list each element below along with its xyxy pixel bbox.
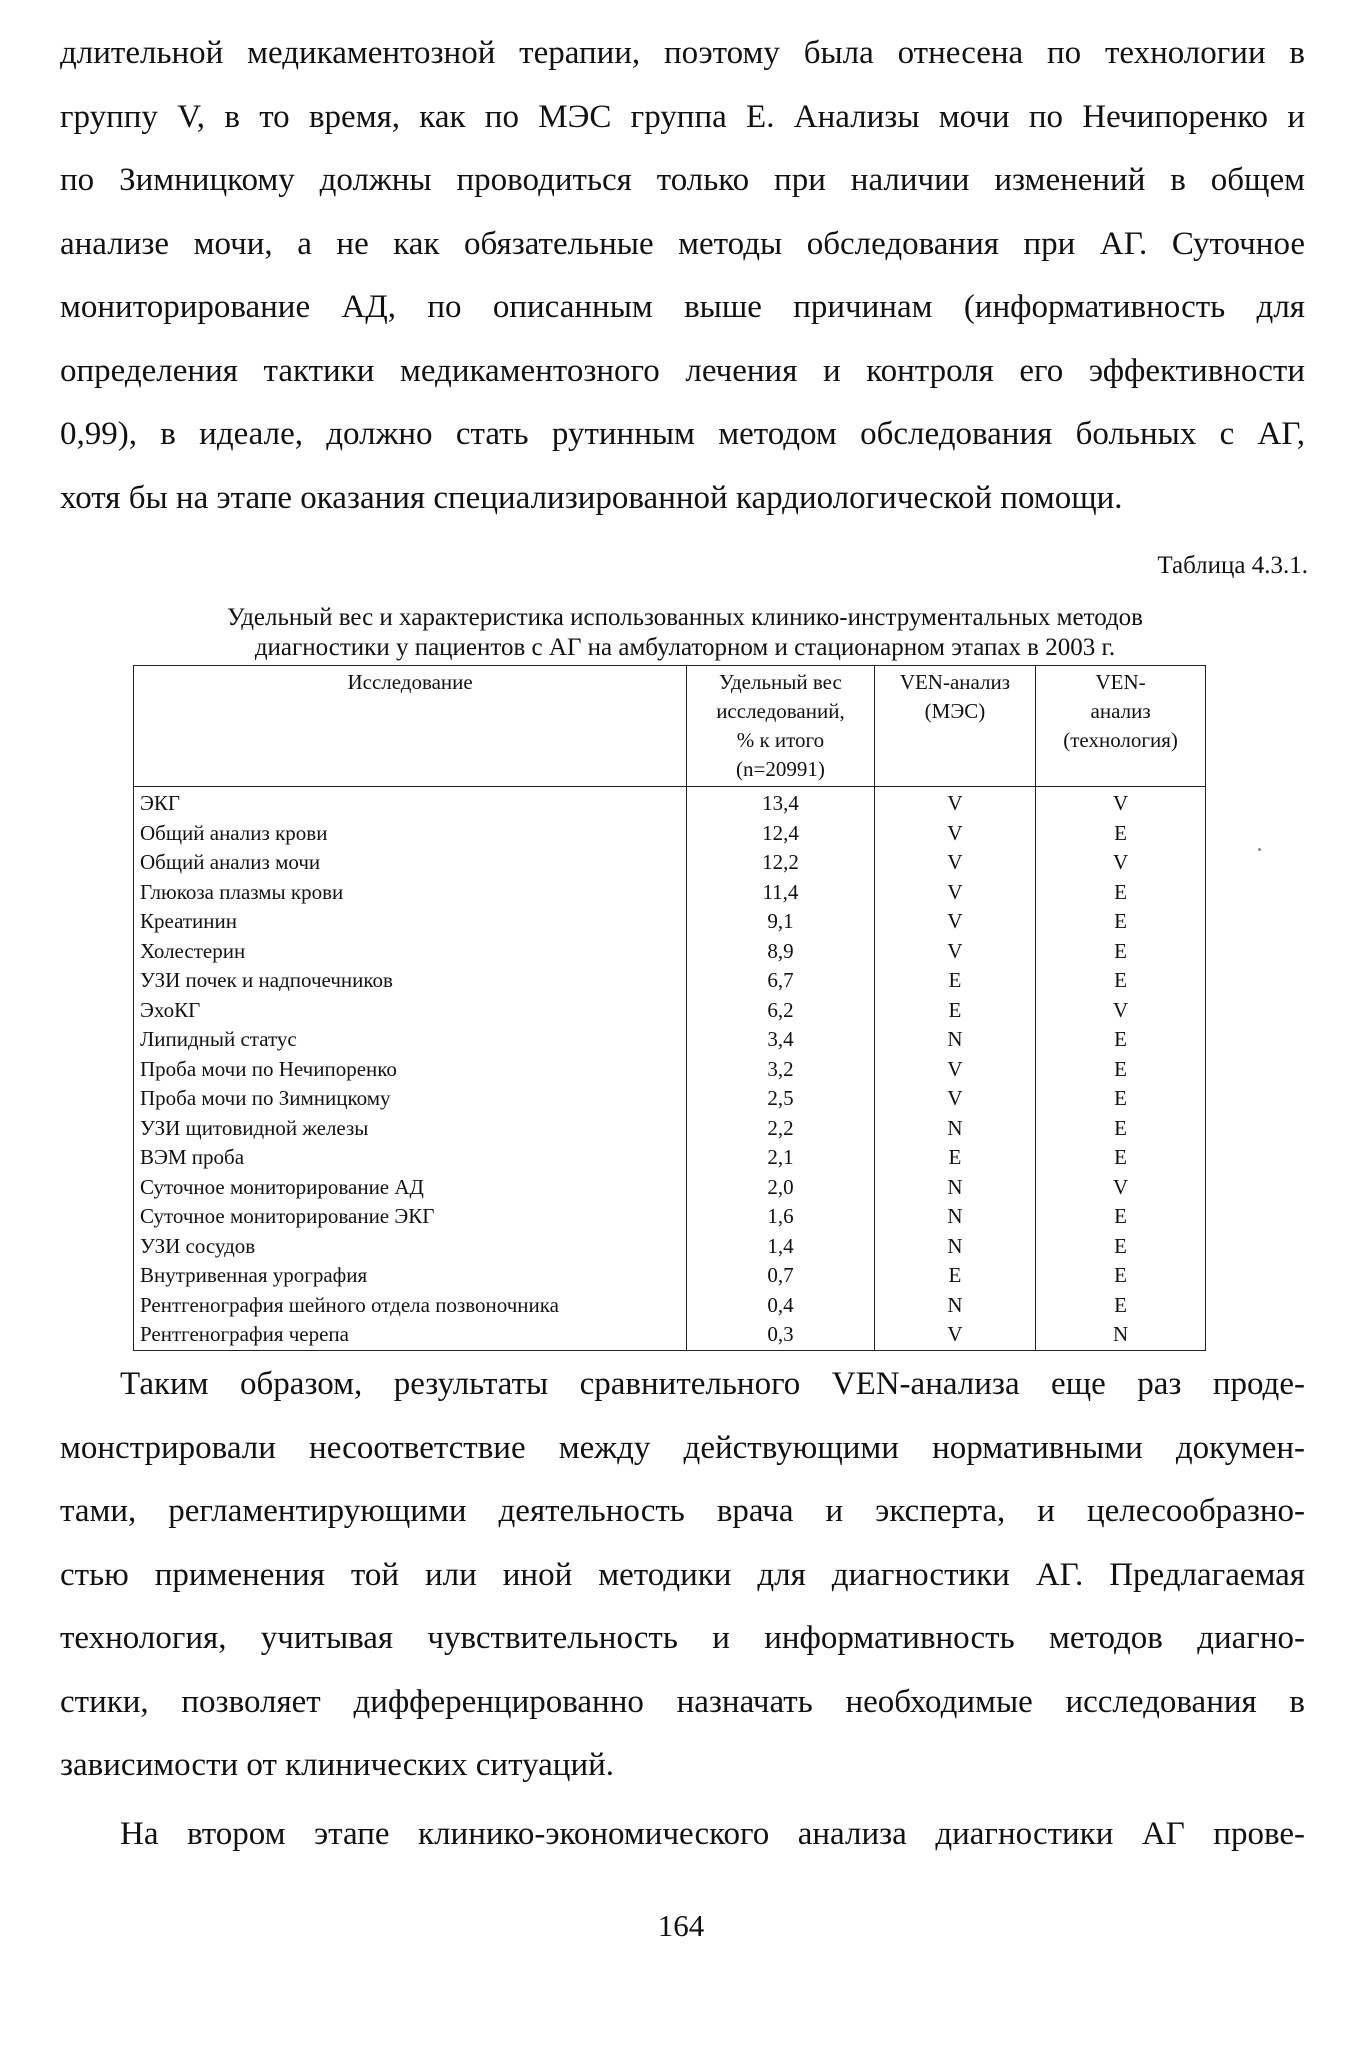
cell-weight: 1,6 [687,1202,875,1232]
text-line: анализе мочи, а не как обязательные методы обследования при АГ. Суточное [60,225,1305,262]
cell-ven-mes: E [874,996,1035,1026]
cell-ven-mes: V [874,907,1035,937]
cell-study: ЭхоКГ [134,996,687,1026]
cell-ven-tech: E [1036,819,1206,849]
cell-ven-mes: E [874,966,1035,996]
cell-ven-mes: E [874,1261,1035,1291]
cell-study: Холестерин [134,937,687,967]
text-line: хотя бы на этапе оказания специализированной кардиологической помощи. [60,479,1123,516]
cell-ven-tech: E [1036,1143,1206,1173]
cell-study: Рентгенография шейного отдела позвоночника [134,1291,687,1321]
table-row [134,1291,1206,1321]
cell-weight: 12,4 [687,819,875,849]
cell-weight: 9,1 [687,907,875,937]
cell-ven-mes: V [874,1055,1035,1085]
header-line: (технология) [1063,728,1178,752]
cell-study: Общий анализ крови [134,819,687,849]
cell-study: Общий анализ мочи [134,848,687,878]
header-line: VEN-анализ [899,670,1011,694]
cell-ven-tech: V [1036,996,1206,1026]
cell-weight: 0,7 [687,1261,875,1291]
data-table [133,665,1206,1351]
header-line: (МЭС) [924,699,986,723]
table-row [134,1173,1206,1203]
cell-ven-tech: V [1036,1173,1206,1203]
cell-weight: 3,4 [687,1025,875,1055]
cell-study: Проба мочи по Зимницкому [134,1084,687,1114]
text-line: технология, учитывая чувствительность и информативность методов диагно- [60,1620,1305,1656]
table-row [134,937,1206,967]
cell-ven-mes: E [874,1143,1035,1173]
cell-ven-tech: E [1036,1084,1206,1114]
cell-ven-mes: V [874,1320,1035,1350]
cell-weight: 13,4 [687,787,875,819]
cell-weight: 0,4 [687,1291,875,1321]
text-line: зависимости от клинических ситуаций. [60,1747,615,1783]
page-number: 164 [657,1908,705,1943]
cell-weight: 6,2 [687,996,875,1026]
cell-ven-mes: N [874,1202,1035,1232]
cell-ven-tech: N [1036,1320,1206,1350]
table-row [134,1143,1206,1173]
cell-ven-mes: V [874,878,1035,908]
cell-weight: 2,5 [687,1084,875,1114]
cell-weight: 11,4 [687,878,875,908]
cell-study: ВЭМ проба [134,1143,687,1173]
table-header-row [134,666,1206,787]
cell-ven-tech: V [1036,848,1206,878]
cell-ven-mes: N [874,1025,1035,1055]
header-line: исследований, [716,699,845,723]
cell-study: УЗИ сосудов [134,1232,687,1262]
cell-weight: 2,2 [687,1114,875,1144]
cell-ven-tech: V [1036,787,1206,819]
text-line: мониторирование АД, по описанным выше причинам (информативность для [60,289,1305,325]
table-label: Таблица 4.3.1. [1157,552,1308,579]
text-line: монстрировали несоответствие между действующими нормативными докумен- [60,1429,1305,1466]
header-study [134,666,687,787]
table-row [134,1202,1206,1232]
header-ven-mes [874,666,1035,787]
cell-weight: 6,7 [687,966,875,996]
cell-study: Суточное мониторирование ЭКГ [134,1202,687,1232]
cell-study: Рентгенография черепа [134,1320,687,1350]
table-row [134,1232,1206,1262]
table-caption-line: диагностики у пациентов с АГ на амбулаторном и стационарном этапах в 2003 г. [254,634,1116,661]
bottom-paragraph [60,1803,1305,1867]
header-line: Удельный вес [719,670,842,694]
cell-study: Липидный статус [134,1025,687,1055]
header-line: % к итого [736,728,825,752]
cell-study: Суточное мониторирование АД [134,1173,687,1203]
cell-ven-tech: E [1036,1261,1206,1291]
cell-study: Проба мочи по Нечипоренко [134,1055,687,1085]
table-caption [80,603,1290,663]
cell-ven-tech: E [1036,1025,1206,1055]
table-row [134,819,1206,849]
text-line: Таким образом, результаты сравнительного VEN-анализа еще раз проде- [120,1366,1305,1402]
cell-weight: 12,2 [687,848,875,878]
table-row [134,1261,1206,1291]
cell-weight: 0,3 [687,1320,875,1350]
cell-ven-mes: V [874,937,1035,967]
cell-ven-tech: E [1036,1114,1206,1144]
text-line: тами, регламентирующими деятельность врача и эксперта, и целесообразно- [60,1493,1305,1529]
cell-ven-tech: E [1036,966,1206,996]
cell-study: УЗИ почек и надпочечников [134,966,687,996]
cell-ven-tech: E [1036,1232,1206,1262]
table-caption-line: Удельный вес и характеристика использованных клинико-инструментальных методов [227,604,1143,631]
cell-study: УЗИ щитовидной железы [134,1114,687,1144]
header-line: VEN- [1095,670,1146,694]
table-row [134,878,1206,908]
cell-weight: 3,2 [687,1055,875,1085]
cell-study: Креатинин [134,907,687,937]
table-row [134,787,1206,819]
header-line: Исследование [347,670,473,694]
table-row [134,907,1206,937]
cell-ven-mes: V [874,819,1035,849]
cell-study: Глюкоза плазмы крови [134,878,687,908]
text-line: длительной медикаментозной терапии, поэтому была отнесена по технологии в [60,35,1305,71]
top-paragraph [60,22,1305,530]
header-line: (n=20991) [736,757,825,781]
header-line: анализ [1090,699,1151,723]
cell-ven-mes: N [874,1114,1035,1144]
table-row [134,1055,1206,1085]
middle-paragraph [60,1353,1305,1798]
cell-weight: 1,4 [687,1232,875,1262]
table-row [134,996,1206,1026]
text-line: На втором этапе клинико-экономического анализа диагностики АГ прове- [120,1816,1305,1852]
text-line: группу V, в то время, как по МЭС группа Е. Анализы мочи по Нечипоренко и [60,98,1305,135]
cell-ven-tech: E [1036,1202,1206,1232]
cell-ven-tech: E [1036,1055,1206,1085]
table-row [134,1025,1206,1055]
cell-ven-mes: N [874,1173,1035,1203]
cell-ven-mes: V [874,848,1035,878]
table-row [134,1114,1206,1144]
cell-ven-tech: E [1036,907,1206,937]
cell-weight: 8,9 [687,937,875,967]
scan-speck [1258,848,1261,851]
cell-ven-mes: N [874,1291,1035,1321]
cell-ven-tech: E [1036,1291,1206,1321]
table-row [134,1084,1206,1114]
table-row [134,966,1206,996]
cell-ven-tech: E [1036,937,1206,967]
cell-weight: 2,1 [687,1143,875,1173]
header-ven-tech [1036,666,1206,787]
text-line: стью применения той или иной методики для диагностики АГ. Предлагаемая [60,1556,1305,1593]
cell-study: Внутривенная урография [134,1261,687,1291]
table-row [134,848,1206,878]
text-line: 0,99), в идеале, должно стать рутинным методом обследования больных с АГ, [60,416,1305,452]
cell-ven-mes: V [874,1084,1035,1114]
text-line: по Зимницкому должны проводиться только при наличии изменений в общем [60,162,1305,198]
cell-ven-tech: E [1036,878,1206,908]
table-row [134,1320,1206,1350]
header-weight [687,666,875,787]
cell-study: ЭКГ [134,787,687,819]
cell-weight: 2,0 [687,1173,875,1203]
text-line: стики, позволяет дифференцированно назначать необходимые исследования в [60,1683,1305,1720]
cell-ven-mes: N [874,1232,1035,1262]
table-body [134,787,1206,1351]
cell-ven-mes: V [874,787,1035,819]
text-line: определения тактики медикаментозного лечения и контроля его эффективности [60,352,1305,389]
